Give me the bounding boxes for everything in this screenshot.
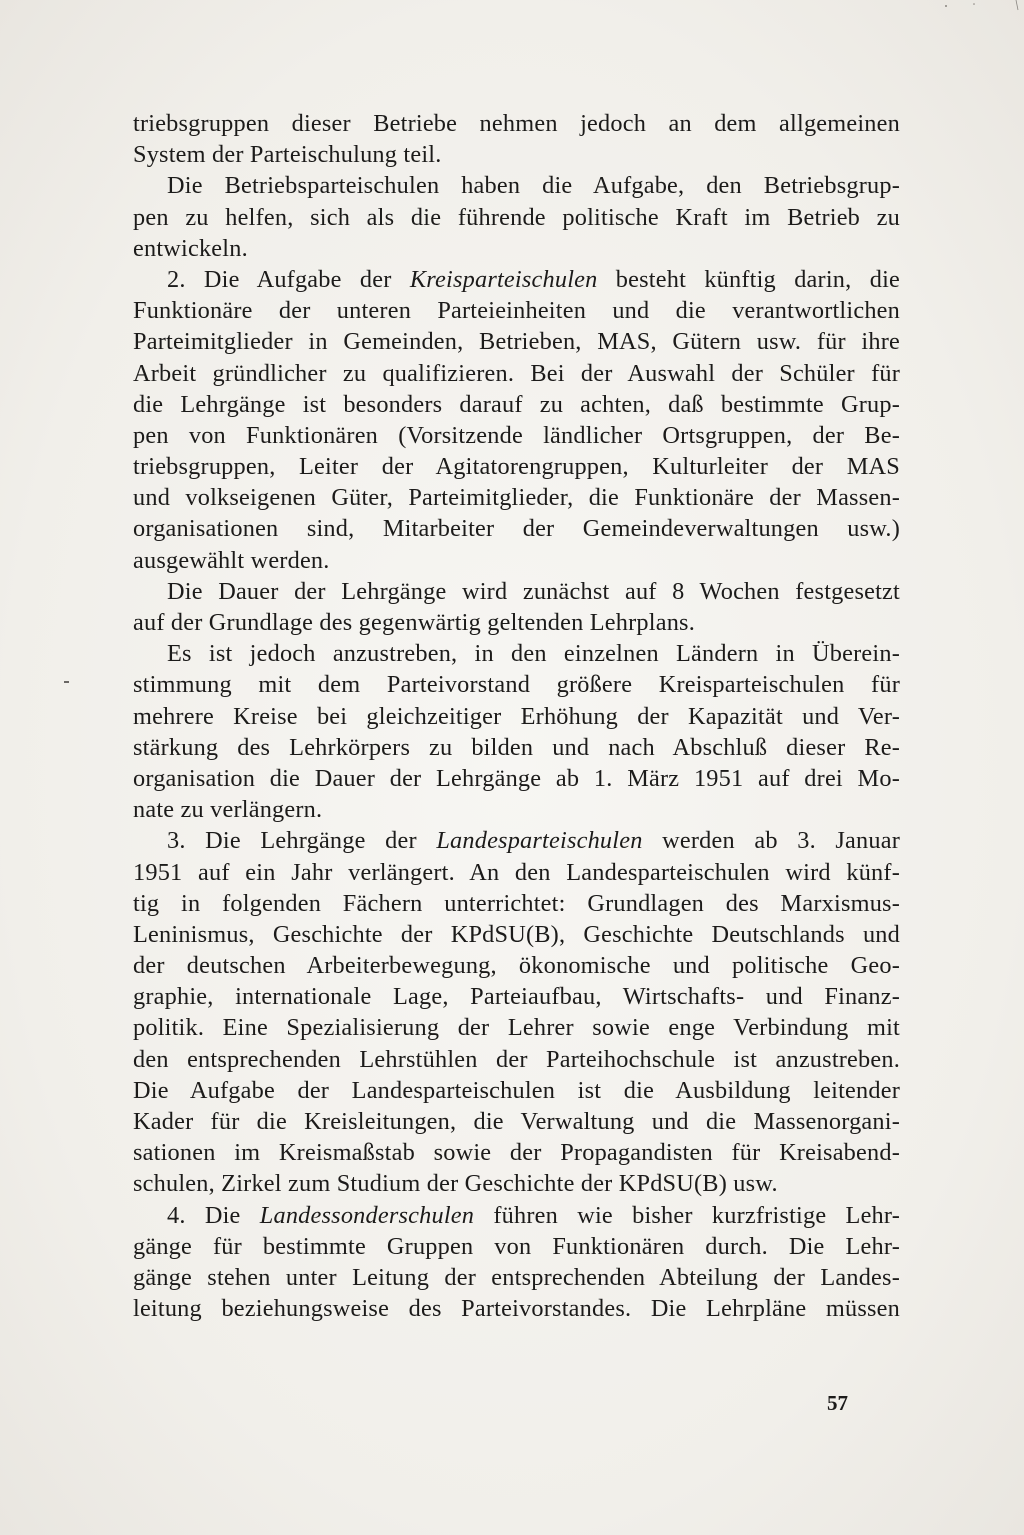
text-line: sationen im Kreismaßstab sowie der Propagandisten für Kreisabend-	[133, 1139, 900, 1167]
text-line: Die Dauer der Lehrgänge wird zunächst auf 8 Wochen festgesetzt	[167, 577, 900, 605]
text-line: tig in folgenden Fächern unterrichtet: Grundlagen des Marxismus-	[133, 889, 900, 917]
text-line: Es ist jedoch anzustreben, in den einzelnen Ländern in Überein-	[167, 640, 900, 668]
scan-artifact	[934, 0, 1024, 24]
text-line: ausgewählt werden.	[133, 546, 330, 574]
paragraph	[133, 576, 900, 638]
text-line: Kader für die Kreisleitungen, die Verwaltung und die Massenorgani-	[133, 1108, 900, 1135]
text-line: Funktionäre der unteren Parteieinheiten und die verantwortlichen	[133, 297, 900, 325]
text-line: 1951 auf ein Jahr verlängert. An den Landesparteischulen wird künf-	[133, 858, 900, 886]
text-line: System der Parteischulung teil.	[133, 141, 442, 169]
text-line: stärkung des Lehrkörpers zu bilden und nach Abschluß dieser Re-	[133, 733, 900, 761]
text-line: Parteimitglieder in Gemeinden, Betrieben, MAS, Gütern usw. für ihre	[133, 328, 900, 356]
text-fragment: führen wie bisher kurzfristige Lehr-	[474, 1201, 900, 1229]
text-line	[133, 1200, 900, 1231]
text-line: der deutschen Arbeiterbewegung, ökonomische und politische Geo-	[133, 952, 900, 980]
text-line: Die Aufgabe der Landesparteischulen ist die Ausbildung leitender	[133, 1076, 900, 1104]
text-line: nate zu verlängern.	[133, 796, 323, 824]
emphasis-term: Landessonderschulen	[259, 1201, 475, 1229]
text-line: graphie, internationale Lage, Parteiaufbau, Wirtschafts- und Finanz-	[133, 983, 900, 1011]
text-line: stimmung mit dem Parteivorstand größere Kreisparteischulen für	[133, 671, 900, 699]
page-number: 57	[827, 1391, 848, 1415]
text-fragment: werden ab 3. Januar	[642, 827, 900, 855]
paragraph	[133, 264, 900, 576]
text-line: pen von Funktionären (Vorsitzende ländlicher Ortsgruppen, der Be-	[133, 421, 900, 449]
text-line: Arbeit gründlicher zu qualifizieren. Bei der Auswahl der Schüler für	[133, 359, 900, 387]
text-line: gänge für bestimmte Gruppen von Funktionären durch. Die Lehr-	[133, 1232, 900, 1260]
text-line: mehrere Kreise bei gleichzeitiger Erhöhung der Kapazität und Ver-	[133, 702, 900, 730]
text-line: entwickeln.	[133, 234, 248, 262]
text-line: triebsgruppen, Leiter der Agitatorengruppen, Kulturleiter der MAS	[133, 453, 900, 481]
text-line: und volkseigenen Güter, Parteimitglieder, die Funktionäre der Massen-	[133, 484, 900, 512]
text-fragment: 4. Die	[167, 1201, 260, 1229]
text-line	[133, 264, 900, 295]
text-line: Leninismus, Geschichte der KPdSU(B), Geschichte Deutschlands und	[133, 920, 900, 948]
text-line: organisation die Dauer der Lehrgänge ab 1. März 1951 auf drei Mo-	[133, 764, 900, 792]
paragraph	[133, 638, 900, 825]
paragraph	[133, 1200, 900, 1325]
text-line: den entsprechenden Lehrstühlen der Parteihochschule ist anzustreben.	[133, 1045, 900, 1073]
emphasis-term: Kreisparteischulen	[409, 265, 598, 293]
text-line: die Lehrgänge ist besonders darauf zu achten, daß bestimmte Grup-	[133, 390, 900, 418]
text-line: pen zu helfen, sich als die führende politische Kraft im Betrieb zu	[133, 203, 900, 231]
text-line	[133, 825, 900, 856]
paragraph	[133, 825, 900, 1199]
text-line: politik. Eine Spezialisierung der Lehrer sowie enge Verbindung mit	[133, 1014, 900, 1042]
body-text	[133, 108, 900, 1324]
text-line: organisationen sind, Mitarbeiter der Gemeindeverwaltungen usw.)	[133, 515, 900, 543]
emphasis-term: Landesparteischulen	[436, 827, 643, 855]
text-line: Die Betriebsparteischulen haben die Aufgabe, den Betriebsgrup-	[167, 172, 900, 200]
text-fragment: besteht künftig darin, die	[597, 265, 901, 293]
paragraph	[133, 170, 900, 264]
margin-mark	[64, 681, 69, 683]
text-fragment: 2. Die Aufgabe der	[167, 265, 410, 293]
text-line: schulen, Zirkel zum Studium der Geschichte der KPdSU(B) usw.	[133, 1170, 778, 1198]
text-fragment: 3. Die Lehrgänge der	[167, 827, 437, 855]
text-line: leitung beziehungsweise des Parteivorstandes. Die Lehrpläne müssen	[133, 1295, 900, 1323]
paragraph	[133, 108, 900, 170]
text-line: auf der Grundlage des gegenwärtig geltenden Lehrplans.	[133, 609, 695, 636]
text-line: gänge stehen unter Leitung der entsprechenden Abteilung der Landes-	[133, 1263, 900, 1291]
text-line: triebsgruppen dieser Betriebe nehmen jedoch an dem allgemeinen	[133, 110, 900, 137]
